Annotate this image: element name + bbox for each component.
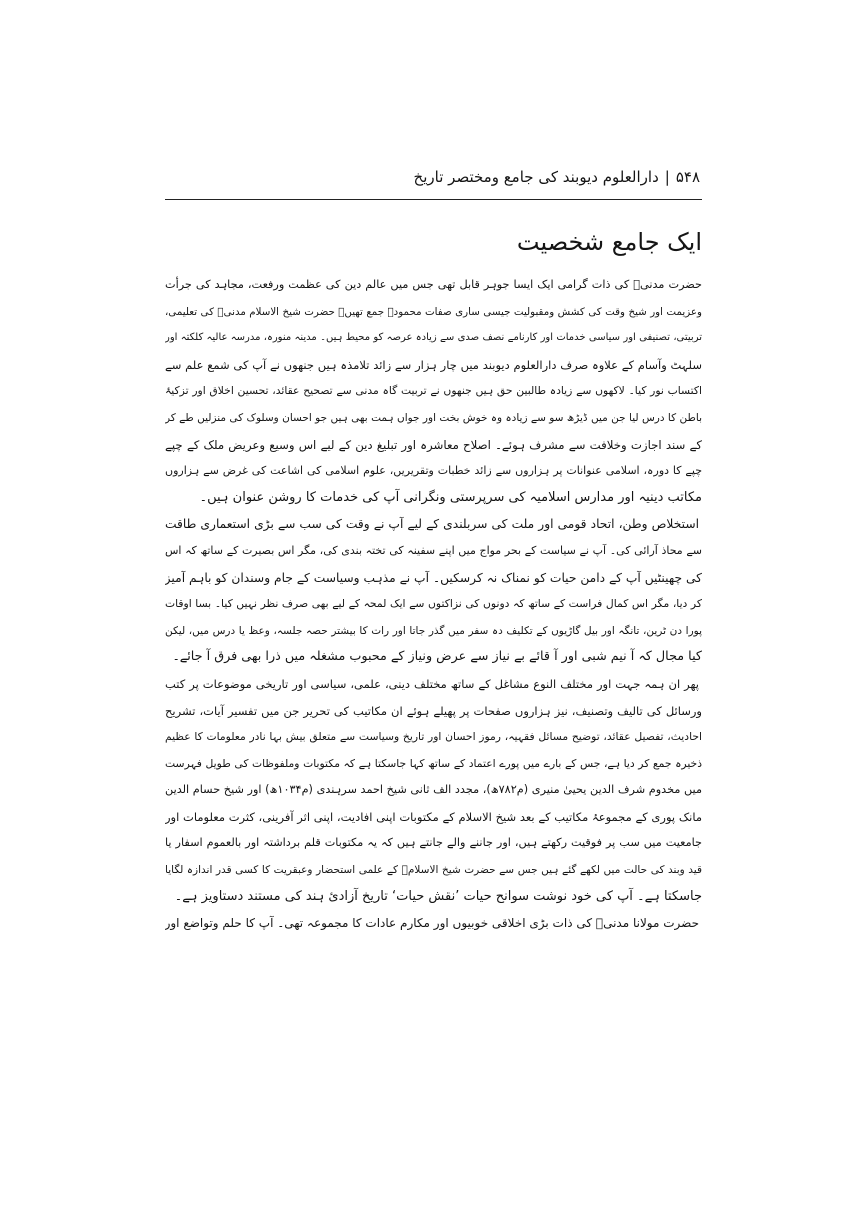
running-header — [165, 167, 700, 187]
text-line: احادیث، تفصیل عقائد، توضیح مسائل فقہیہ، رموز احسان اور تاریخ وسیاست سے متعلق بیش بہا نادر معلومات کا عظیم — [165, 730, 702, 744]
paragraph — [165, 272, 702, 511]
text-line: استخلاص وطن، اتحاد قومی اور ملت کی سربلندی کے لیے آپ نے وقت کی سب سے بڑی استعماری طاقت — [165, 517, 699, 532]
header-rule — [165, 199, 702, 200]
text-line: مانک پوری کے مجموعۂ مکاتیب کے بعد شیخ الاسلام کے مکتوبات اپنی افادیت، اپنی اثر آفرینی، کثرت معلومات اور — [165, 809, 702, 824]
text-line: کیا مجال کہ آ نیم شبی اور آ قائے بے نیاز سے عرض ونیاز کے محبوب مشغلہ میں ذرا بھی فرق آ جائے۔ — [172, 649, 702, 665]
paragraph — [165, 910, 702, 937]
text-line: کر دیا، مگر اس کمال فراست کے ساتھ کہ دونوں کی نزاکتوں سے ایک لمحہ کے لیے بھی صرف نظر نہیں کیا۔ بسا اوقات — [165, 597, 702, 611]
text-line: ذخیرہ جمع کر دیا ہے، جس کے بارے میں پورے اعتماد کے ساتھ کہا جاسکتا ہے کہ مکتوبات وملفوظات کی طویل فہرست — [165, 756, 702, 770]
text-line: کی چھینٹیں آپ کے دامن حیات کو نمناک نہ کرسکیں۔ آپ نے مذہب وسیاست کے جام وسندان کو باہم آمیز — [165, 570, 702, 585]
text-line: جاسکتا ہے۔ آپ کی خود نوشت سوانح حیات ’نقش حیات‘ تاریخ آزادیٔ ہند کی مستند دستاویز ہے۔ — [174, 888, 702, 904]
text-line: چپے کا دورہ، اسلامی عنوانات پر ہزاروں سے زائد خطبات وتقریریں، علوم اسلامی کی اشاعت کی غرض سے ہزاروں — [165, 464, 702, 478]
text-line: اکتساب نور کیا۔ لاکھوں سے زیادہ طالبین حق ہیں جنھوں نے تربیت گاہ مدنی سے تصحیح عقائد، تحسین اخلاق اور تزکیۂ — [165, 384, 702, 398]
page-number: ۵۴۸ — [675, 168, 700, 186]
text-line: سے محاذ آرائی کی۔ آپ نے سیاست کے بحر مواج میں اپنے سفینہ کی تختہ بندی کی، مگر اس بصیرت کے ساتھ کہ اس — [165, 543, 702, 557]
text-line: جامعیت میں سب پر فوقیت رکھتے ہیں، اور جاننے والے جانتے ہیں کہ یہ مکتوبات قلم برداشتہ اور بالعموم اسفار یا — [165, 836, 702, 850]
section-title: ایک جامع شخصیت — [516, 228, 702, 256]
paragraph — [165, 511, 702, 671]
text-line: تربیتی، تصنیفی اور سیاسی خدمات اور کارنامے نصف صدی سے زیادہ عرصہ کو محیط ہیں۔ مدینہ منورہ، مدرسہ عالیہ کلکتہ اور — [165, 332, 702, 344]
text-line: حضرت مولانا مدنیؒ کی ذات بڑی اخلاقی خوبیوں اور مکارم عادات کا مجموعہ تھی۔ آپ کا حلم وتواضع اور — [165, 916, 699, 931]
text-line: سلہٹ وآسام کے علاوہ صرف دارالعلوم دیوبند میں چار ہزار سے زائد تلامذہ ہیں جنھوں نے آپ کی شمع علم سے — [165, 357, 702, 372]
header-separator: | — [664, 168, 670, 186]
book-title: دارالعلوم دیوبند کی جامع ومختصر تاریخ — [413, 168, 659, 186]
text-line: کے سند اجازت وخلافت سے مشرف ہوئے۔ اصلاح معاشرہ اور تبلیغ دین کے لیے اس وسیع وعریض ملک کے چپے — [165, 437, 702, 452]
paragraph — [165, 671, 702, 910]
text-line: مکاتب دینیہ اور مدارس اسلامیہ کی سرپرستی ونگرانی آپ کی خدمات کا روشن عنوان ہیں۔ — [199, 489, 702, 505]
text-line: ورسائل کی تالیف وتصنیف، نیز ہزاروں صفحات پر پھیلے ہوئے ان مکاتیب کی تحریر جن میں تفسیر آیات، تشریح — [165, 703, 702, 718]
text-line: میں مخدوم شرف الدین یحییٰ منیری (م۷۸۲ھ)، مجدد الف ثانی شیخ احمد سرہندی (م۱۰۳۴ھ) اور شیخ حسام الدین — [165, 783, 702, 797]
text-line: پھر ان ہمہ جہت اور مختلف النوع مشاغل کے ساتھ مختلف دینی، علمی، سیاسی اور تاریخی موضوعات پر کتب — [165, 676, 699, 691]
text-line: قید وبند کی حالت میں لکھے گئے ہیں جس سے حضرت شیخ الاسلامؒ کے علمی استحضار وعبقریت کا کسی قدر اندازہ لگایا — [165, 864, 702, 877]
text-line: حضرت مدنیؒ کی ذات گرامی ایک ایسا جوہر قابل تھی جس میں عالم دین کی عظمت ورفعت، مجاہد کی جرأت — [165, 278, 702, 291]
text-line: وعزیمت اور شیخ وقت کی کشش ومقبولیت جیسی ساری صفات محمودہ جمع تھیں۔ حضرت شیخ الاسلام مدنیؒ کی تعلیمی، — [165, 305, 702, 318]
body-text — [165, 272, 702, 937]
text-line: باطن کا درس لیا جن میں ڈیڑھ سو سے زیادہ وہ خوش بخت اور جواں ہمت بھی ہیں جو احسان وسلوک کی منزلیں طے کر — [165, 411, 702, 424]
text-line: پورا دن ٹرین، تانگہ اور بیل گاڑیوں کے تکلیف دہ سفر میں گذر جاتا اور رات کا بیشتر حصہ جلسہ، وعظ یا درس میں، لیکن — [165, 624, 702, 637]
